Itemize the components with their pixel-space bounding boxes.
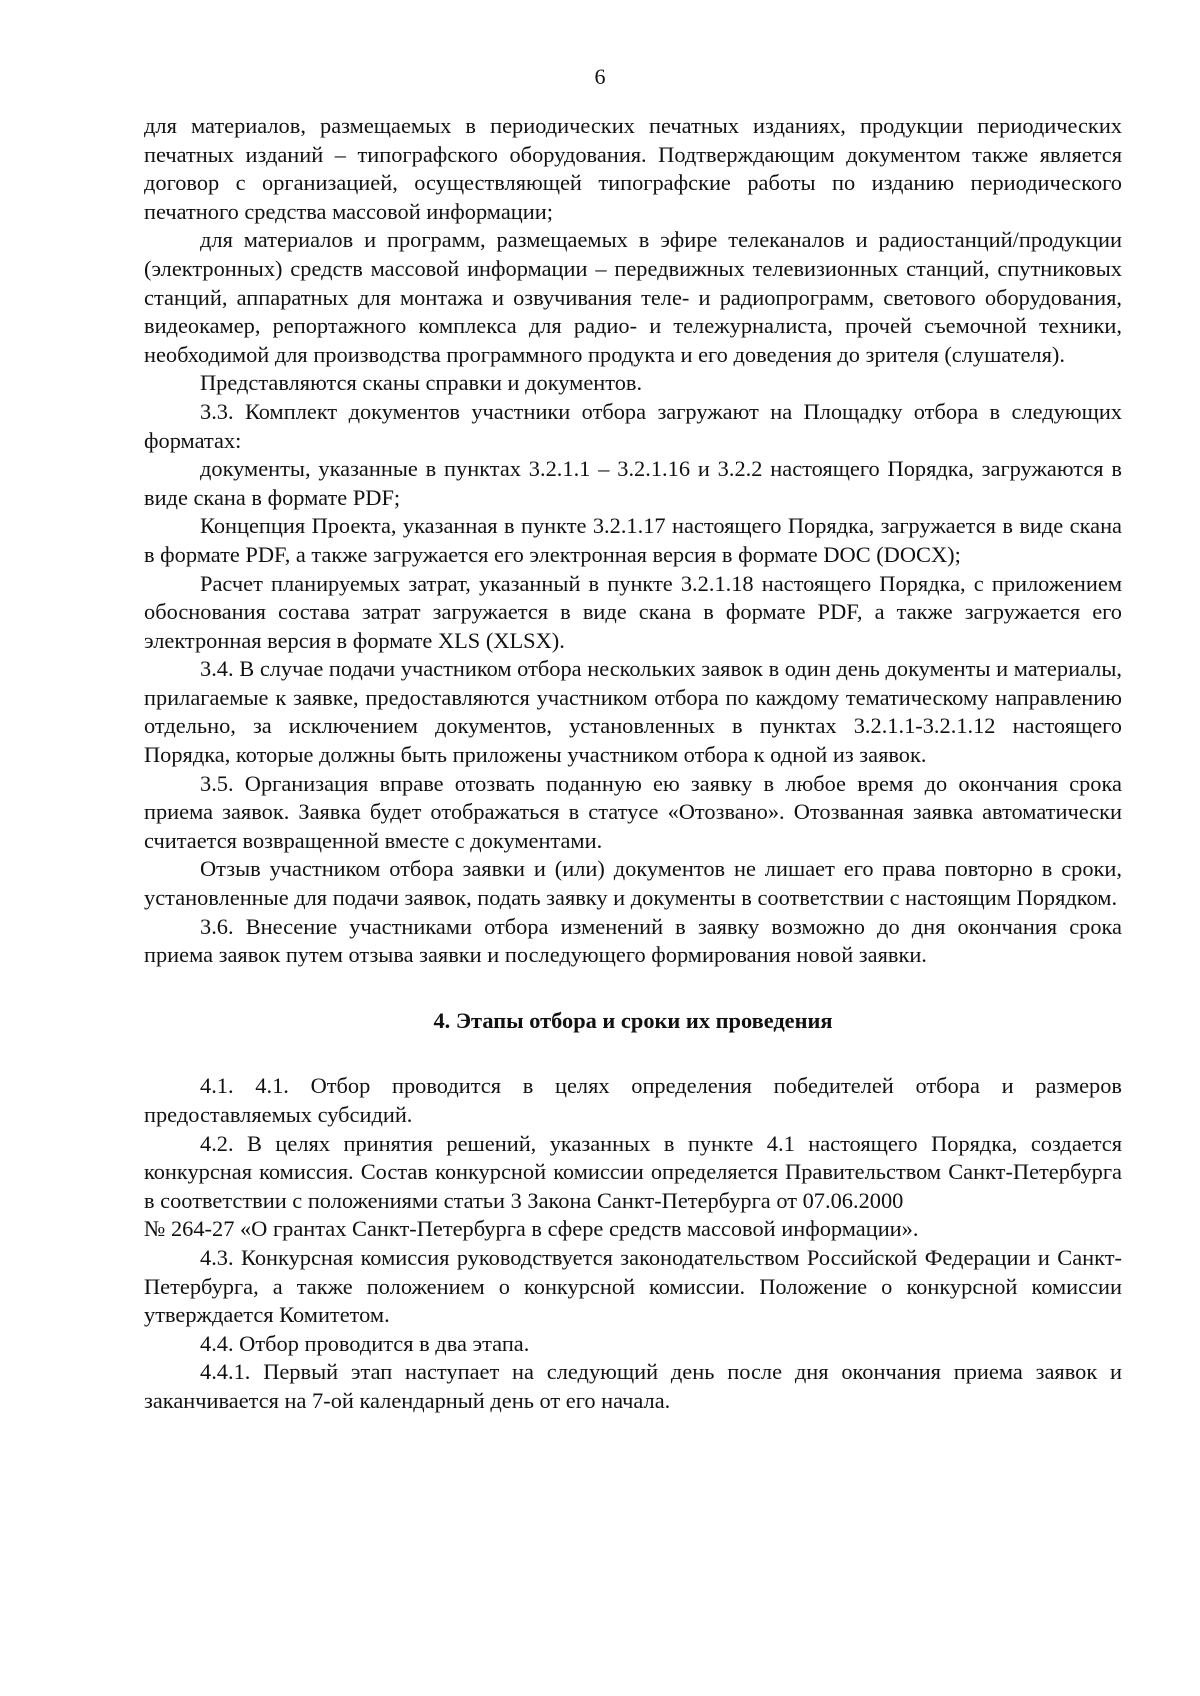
paragraph-4-1: 4.1. 4.1. Отбор проводится в целях определения победителей отбора и размеров предоставляемых субсидий. <box>144 1073 1122 1127</box>
paragraph-cost-estimate: Расчет планируемых затрат, указанный в пункте 3.2.1.18 настоящего Порядка, с приложением обоснования состава затрат загружается в виде скана в формате PDF, а также загружается его электронная версия в формате XLS (XLSX). <box>144 570 1122 653</box>
paragraph-3-5: 3.5. Организация вправе отозвать поданную ею заявку в любое время до окончания срока приема заявок. Заявка будет отображаться в статусе «Отозвано». Отозванная заявка автоматически считается возвращенной вместе с документами. <box>144 770 1122 853</box>
paragraph-typography-equipment: для материалов, размещаемых в периодических печатных изданиях, продукции периодических печатных изданий – типографского оборудования. Подтверждающим документом также является договор с организацией, осуществляющей типографские работы по изданию периодического печатного средства массовой информации; <box>144 113 1122 224</box>
paragraph-3-6: 3.6. Внесение участниками отбора изменений в заявку возможно до дня окончания срока приема заявок путем отзыва заявки и последующего формирования новой заявки. <box>144 913 1122 968</box>
paragraph-4-4-1: 4.4.1. Первый этап наступает на следующий день после дня окончания приема заявок и заканчивается на 7-ой календарный день от его начала. <box>144 1359 1122 1413</box>
document-body <box>144 112 1122 1416</box>
paragraph-withdrawal: Отзыв участником отбора заявки и (или) документов не лишает его права повторно в сроки, установленные для подачи заявок, подать заявку и документы в соответствии с настоящим Порядком. <box>144 856 1122 911</box>
section-title: 4. Этапы отбора и сроки их проведения <box>433 1007 833 1033</box>
paragraph-project-concept: Концепция Проекта, указанная в пункте 3.2.1.17 настоящего Порядка, загружается в виде скана в формате PDF, а также загружается его электронная версия в формате DOC (DOCX); <box>144 513 1122 567</box>
paragraph-4-2: 4.2. В целях принятия решений, указанных в пункте 4.1 настоящего Порядка, создается конкурсная комиссия. Состав конкурсной комиссии определяется Правительством Санкт-Петербурга в соответствии с положениями статьи 3 Закона Санкт-Петербурга от 07.06.2000 <box>144 1130 1122 1213</box>
paragraph-scans-provided: Представляются сканы справки и документов. <box>200 370 643 396</box>
paragraph-4-4: 4.4. Отбор проводится в два этапа. <box>200 1330 530 1356</box>
paragraph-broadcast-equipment: для материалов и программ, размещаемых в эфире телеканалов и радиостанций/продукции (электронных) средств массовой информации – передвижных телевизионных станций, спутниковых станций, аппаратных для монтажа и озвучивания теле- и радиопрограмм, светового оборудования, видеокамер, репортажного комплекса для радио- и тележурналиста, прочей съемочной техники, необходимой для производства программного продукта и его доведения до зрителя (слушателя). <box>144 227 1122 367</box>
page-number: 6 <box>594 64 606 89</box>
paragraph-law-reference: № 264-27 «О грантах Санкт-Петербурга в сфере средств массовой информации». <box>144 1216 919 1242</box>
paragraph-4-3: 4.3. Конкурсная комиссия руководствуется законодательством Российской Федерации и Санкт-Петербурга, а также положением о конкурсной комиссии. Положение о конкурсной комиссии утверждается Комитетом. <box>144 1244 1122 1328</box>
paragraph-3-4: 3.4. В случае подачи участником отбора нескольких заявок в один день документы и материалы, прилагаемые к заявке, предоставляются участником отбора по каждому тематическому направлению отдельно, за исключением документов, установленных в пунктах 3.2.1.1-3.2.1.12 настоящего Порядка, которые должны быть приложены участником отбора к одной из заявок. <box>144 656 1122 768</box>
paragraph-3-3: 3.3. Комплект документов участники отбора загружают на Площадку отбора в следующих форматах: <box>144 398 1122 453</box>
paragraph-pdf-documents: документы, указанные в пунктах 3.2.1.1 – 3.2.1.16 и 3.2.2 настоящего Порядка, загружаются в виде скана в формате PDF; <box>144 456 1122 510</box>
